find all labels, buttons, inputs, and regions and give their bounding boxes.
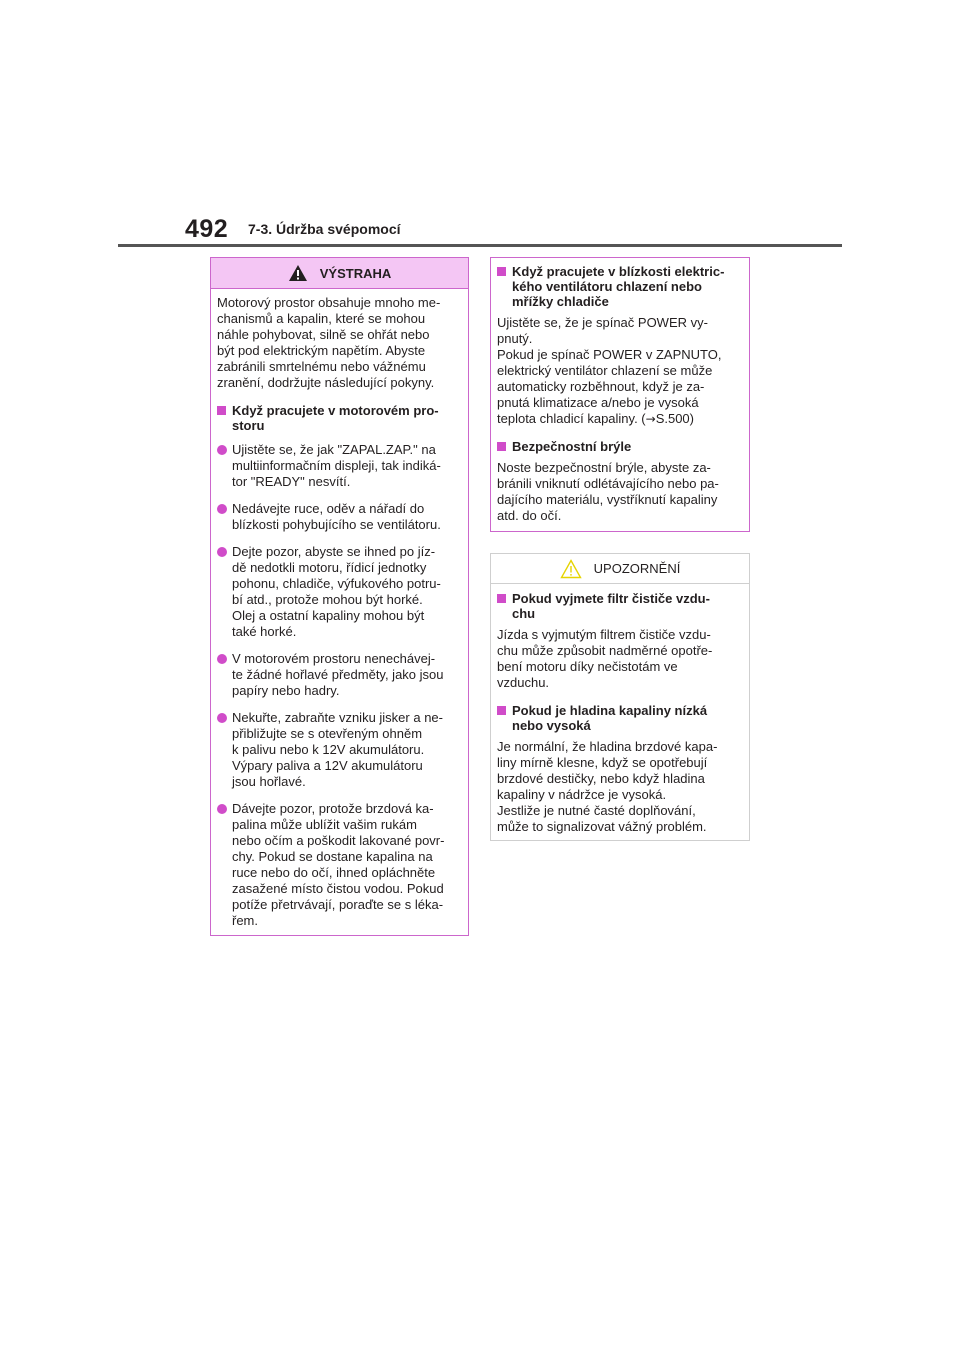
fan-body: Ujistěte se, že je spínač POWER vy- pnutý. Pokud je spínač POWER v ZAPNUTO, elektrický ventilátor chlazení se může automaticky rozběhnout, když je za- pnutá klimatizace a/nebo je vysoká teplota chladicí kapaliny. (→S.500)	[497, 315, 722, 426]
square-bullet-icon	[497, 442, 506, 451]
list-item: Dejte pozor, abyste se ihned po jíz- dě nedotkli motoru, řídicí jednotky pohonu, chladiče, výfukového potru- bí atd., protože mohou být horké. Olej a ostatní kapaliny mohou být také horké.	[217, 544, 462, 640]
air-filter-heading: Pokud vyjmete filtr čističe vzdu- chu	[497, 591, 743, 621]
bullet-dot-icon	[217, 804, 227, 814]
arrow-right-icon: →	[645, 412, 656, 426]
bullet-dot-icon	[217, 547, 227, 557]
page-number: 492	[185, 215, 229, 243]
fan-safety-box	[490, 257, 750, 532]
square-bullet-icon	[217, 406, 226, 415]
warning-heading: Když pracujete v motorovém pro- storu	[217, 403, 462, 433]
glasses-heading: Bezpečnostní brýle	[497, 439, 743, 454]
list-item: Ujistěte se, že jak "ZAPAL.ZAP." na multiinformačním displeji, tak indiká- tor "READY" nesvítí.	[217, 442, 462, 490]
list-item: V motorovém prostoru nenechávej- te žádné hořlavé předměty, jako jsou papíry nebo hadry.	[217, 651, 462, 699]
square-bullet-icon	[497, 594, 506, 603]
warning-box-header	[211, 258, 468, 289]
fluid-level-body: Je normální, že hladina brzdové kapa- liny mírně klesne, když se opotřebují brzdové destičky, nebo když hladina kapaliny v nádržce je vysoká. Jestliže je nutné časté doplňování, může to signalizovat vážný problém.	[497, 739, 718, 834]
air-filter-body: Jízda s vyjmutým filtrem čističe vzdu- chu může způsobit nadměrné opotře- bení motoru díky nečistotám ve vzduchu.	[497, 627, 713, 690]
page-reference-link[interactable]: S.500)	[655, 411, 694, 426]
warning-box-title: VÝSTRAHA	[319, 265, 392, 281]
header-divider	[118, 244, 842, 247]
bullet-dot-icon	[217, 713, 227, 723]
bullet-dot-icon	[217, 504, 227, 514]
square-bullet-icon	[497, 706, 506, 715]
bullet-dot-icon	[217, 445, 227, 455]
square-bullet-icon	[497, 267, 506, 276]
caution-box-title: UPOZORNĚNÍ	[593, 561, 681, 576]
fluid-level-heading: Pokud je hladina kapaliny nízká nebo vysoká	[497, 703, 743, 733]
bullet-dot-icon	[217, 654, 227, 664]
list-item: Dávejte pozor, protože brzdová ka- palina může ublížit vašim rukám nebo očím a poškodit lakované povr- chy. Pokud se dostane kapalina na ruce nebo do očí, ihned opláchněte zasažené místo čistou vodou. Pokud potíže přetrvávají, poraďte se s léka- řem.	[217, 801, 462, 929]
fan-heading: Když pracujete v blízkosti elektric- kého ventilátoru chlazení nebo mřížky chladiče	[497, 264, 743, 309]
warning-triangle-icon	[288, 264, 308, 282]
warning-box	[210, 257, 469, 936]
list-item: Nekuřte, zabraňte vzniku jisker a ne- přibližujte se s otevřeným ohněm k palivu nebo k 12V akumulátoru. Výpary paliva a 12V akumulátoru jsou hořlavé.	[217, 710, 462, 790]
warning-intro: Motorový prostor obsahuje mnoho me- chanismů a kapalin, které se mohou náhle pohybovat, silně se ohřát nebo být pod elektrickým napětím. Abyste zabránili smrtelnému nebo vážnému zranění, dodržujte následující pokyny.	[217, 295, 441, 390]
caution-triangle-icon	[560, 559, 582, 579]
section-title: 7-3. Údržba svépomocí	[248, 221, 401, 237]
glasses-body: Noste bezpečnostní brýle, abyste za- bránili vniknutí odlétávajícího nebo pa- dajícího materiálu, vystříknutí kapaliny atd. do očí.	[497, 460, 719, 523]
caution-box-header	[491, 554, 749, 584]
list-item: Nedávejte ruce, oděv a nářadí do blízkosti pohybujícího se ventilátoru.	[217, 501, 462, 533]
caution-box	[490, 553, 750, 841]
